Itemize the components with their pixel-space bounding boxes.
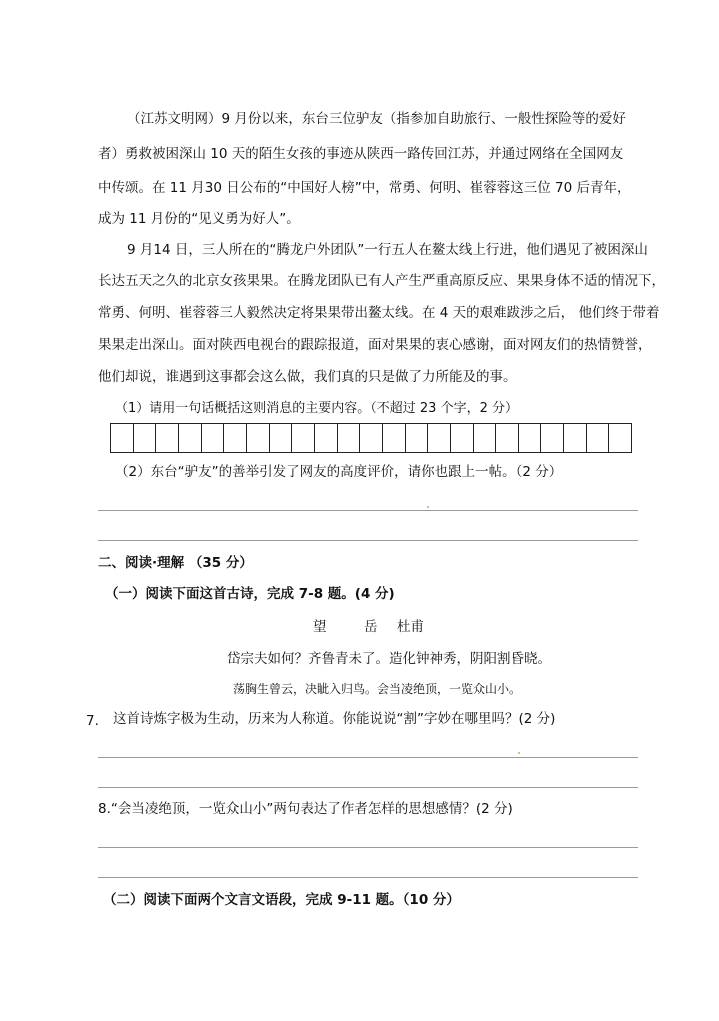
answer-line[interactable] xyxy=(98,510,638,511)
answer-grid[interactable] xyxy=(110,423,632,453)
answer-cell[interactable] xyxy=(247,423,270,453)
answer-cell[interactable] xyxy=(156,423,179,453)
answer-cell[interactable] xyxy=(519,423,542,453)
question-7: 这首诗炼字极为生动，历来为人称道。你能说说“割”字妙在哪里吗？(2 分) xyxy=(113,711,556,727)
answer-cell[interactable] xyxy=(496,423,519,453)
passage-line: 常勇、何明、崔蓉蓉三人毅然决定将果果带出鳌太线。在 4 天的艰难跋涉之后， 他们终于带着 xyxy=(98,305,660,321)
answer-cell[interactable] xyxy=(315,423,338,453)
answer-cell[interactable] xyxy=(179,423,202,453)
answer-line[interactable] xyxy=(98,787,638,788)
passage-line: 成为 11 月份的“见义勇为好人”。 xyxy=(98,211,300,227)
answer-cell[interactable] xyxy=(564,423,587,453)
passage-line: 长达五天之久的北京女孩果果。在腾龙团队已有人产生严重高原反应、果果身体不适的情况下， xyxy=(98,273,665,289)
poem-title-char: 望 xyxy=(313,619,327,635)
answer-line[interactable] xyxy=(98,877,638,878)
answer-cell[interactable] xyxy=(338,423,361,453)
answer-cell[interactable] xyxy=(292,423,315,453)
answer-cell[interactable] xyxy=(428,423,451,453)
poem-title-char: 岳 xyxy=(364,619,378,635)
answer-cell[interactable] xyxy=(451,423,474,453)
answer-line[interactable] xyxy=(98,540,638,541)
passage-line: 他们却说，谁遇到这事都会这么做，我们真的只是做了力所能及的事。 xyxy=(98,369,517,385)
subsection-title: （二）阅读下面两个文言文语段，完成 9-11 题。（10 分） xyxy=(103,892,460,908)
answer-cell[interactable] xyxy=(224,423,247,453)
poem-author: 杜甫 xyxy=(397,619,424,635)
answer-cell[interactable] xyxy=(134,423,157,453)
poem-line: 岱宗夫如何？齐鲁青未了。造化钟神秀，阴阳割昏晓。 xyxy=(227,651,551,667)
question-2: （2）东台“驴友”的善举引发了网友的高度评价，请你也跟上一帖。（2 分） xyxy=(115,464,563,480)
passage-line: 者）勇救被困深山 10 天的陌生女孩的事迹从陕西一路传回江苏，并通过网络在全国网友 xyxy=(98,146,624,162)
answer-line[interactable] xyxy=(98,757,638,758)
answer-cell[interactable] xyxy=(360,423,383,453)
answer-line[interactable] xyxy=(98,847,638,848)
answer-cell[interactable] xyxy=(474,423,497,453)
question-1: （1）请用一句话概括这则消息的主要内容。（不超过 23 个字，2 分） xyxy=(115,401,518,416)
question-7-number: 7. xyxy=(86,713,99,729)
passage-line: 中传颂。在 11 月30 日公布的“中国好人榜”中，常勇、何明、崔蓉蓉这三位 70 后青年， xyxy=(98,180,631,196)
answer-cell[interactable] xyxy=(270,423,293,453)
answer-cell[interactable] xyxy=(406,423,429,453)
subsection-title: （一）阅读下面这首古诗，完成 7-8 题。(4 分) xyxy=(105,586,395,602)
passage-line: 果果走出深山。面对陕西电视台的跟踪报道，面对果果的衷心感谢，面对网友们的热情赞誉， xyxy=(98,337,652,353)
section-title: 二、阅读·理解 （35 分） xyxy=(98,555,253,571)
speck xyxy=(518,752,520,754)
answer-cell[interactable] xyxy=(111,423,134,453)
speck xyxy=(427,506,429,508)
answer-cell[interactable] xyxy=(541,423,564,453)
answer-cell[interactable] xyxy=(383,423,406,453)
answer-cell[interactable] xyxy=(202,423,225,453)
passage-line: 9 月14 日，三人所在的“腾龙户外团队”一行五人在鳌太线上行进，他们遇见了被困深山 xyxy=(127,242,648,258)
answer-cell[interactable] xyxy=(609,423,632,453)
answer-cell[interactable] xyxy=(587,423,610,453)
passage-line: （江苏文明网）9 月份以来，东台三位驴友（指参加自助旅行、一般性探险等的爱好 xyxy=(127,111,626,127)
question-8: 8.“会当凌绝顶，一览众山小”两句表达了作者怎样的思想感情？(2 分) xyxy=(98,801,513,817)
poem-line: 荡胸生曾云，决眦入归鸟。会当凌绝顶，一览众山小。 xyxy=(233,682,522,696)
